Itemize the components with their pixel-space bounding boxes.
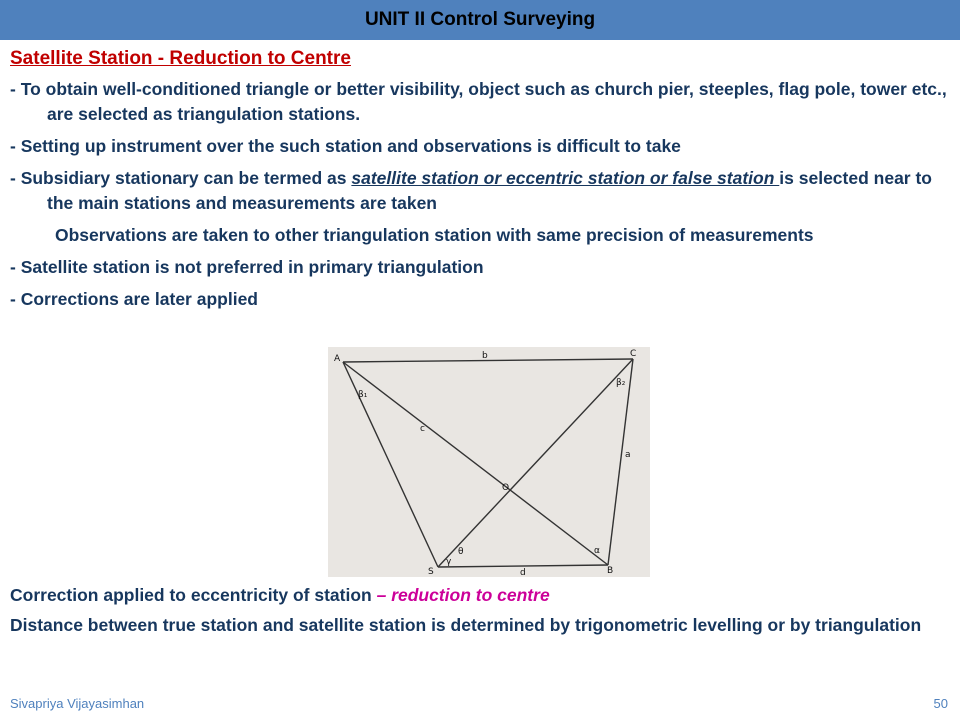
label-beta2: β₂ [616, 378, 626, 388]
bullet-1: - To obtain well-conditioned triangle or better visibility, object such as church pier, steeples, flag pole, tower etc., are selected as triangulation stations. [10, 79, 947, 124]
bullet-5: - Satellite station is not preferred in primary triangulation [10, 257, 484, 277]
label-a: a [625, 450, 631, 460]
label-gamma: γ [446, 557, 452, 567]
bullet-3-pre: - Subsidiary stationary can be termed as [10, 168, 352, 188]
label-alpha: α [594, 546, 600, 556]
label-c: c [420, 424, 425, 434]
page-number: 50 [933, 696, 948, 711]
correction-emphasis: – reduction to centre [376, 585, 550, 605]
triangulation-diagram [328, 347, 650, 577]
label-theta: θ [458, 547, 464, 557]
bullet-6: - Corrections are later applied [10, 289, 258, 309]
bullet-3-emphasis: satellite station or eccentric station or false station [351, 168, 780, 188]
triangulation-figure [328, 347, 650, 577]
label-d: d [520, 568, 526, 577]
slide-content [10, 46, 950, 319]
slide-lower-content [10, 583, 950, 645]
bullet-3 [10, 166, 950, 216]
label-C: C [630, 349, 637, 359]
bullet-4: Observations are taken to other triangulation station with same precision of measurements [55, 225, 814, 245]
bullet-2: - Setting up instrument over the such station and observations is difficult to take [10, 136, 681, 156]
label-b: b [482, 351, 488, 361]
header-title: UNIT II Control Surveying [364, 9, 596, 30]
label-beta1: β₁ [358, 390, 368, 400]
slide-header [0, 0, 960, 40]
distance-line: Distance between true station and satellite station is determined by trigonometric levelling or by triangulation [10, 615, 922, 635]
correction-pre: Correction applied to eccentricity of station [10, 585, 377, 605]
footer-author: Sivapriya Vijayasimhan [10, 696, 145, 711]
label-B: B [607, 566, 614, 576]
label-A: A [334, 354, 341, 364]
label-S: S [428, 567, 434, 577]
slide-title: Satellite Station - Reduction to Centre [10, 48, 351, 69]
label-O: O [502, 483, 510, 493]
bullet-3-post: is selected near to the main stations and measurements are taken [47, 168, 932, 213]
correction-line [10, 583, 950, 608]
